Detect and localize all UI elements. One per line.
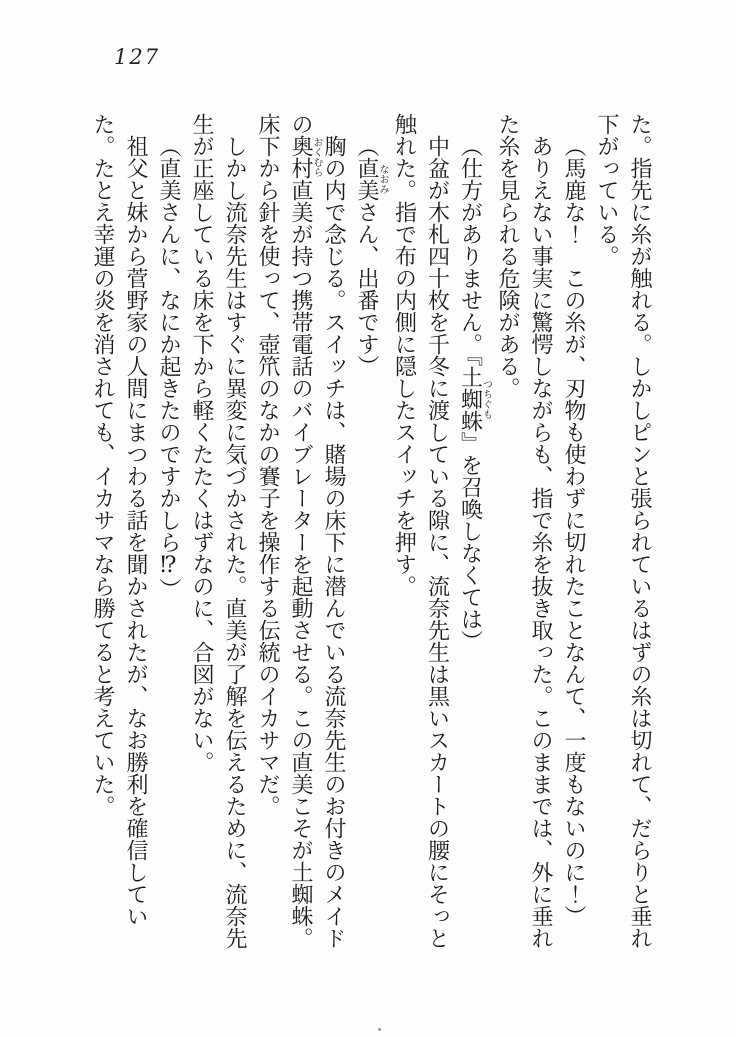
paragraph [388,113,454,951]
paragraph [454,113,492,951]
ruby-annotated-word: 直美なおみ [354,157,388,201]
text-run: （直美さんに、なにか起きたのですかしら⁉） [156,135,181,600]
paragraph [152,113,185,951]
text-run: 』を召喚しなくては） [457,432,483,652]
text-run: 中盆が木札四十枚を千冬に渡している隙に、流奈先生は黒いスカートの腰にそっと触れた。指で布の内側に隠したスイッチを押す。 [391,113,450,949]
paragraph [350,113,388,951]
furigana: つちぐも [480,366,492,432]
page-number: 127 [114,45,161,69]
text-block [86,113,656,951]
paragraph [557,113,590,951]
paragraph [185,113,251,951]
text-run: た。指先に糸が触れる。しかしピンと張られているはずの糸は切れて、だらりと垂れ下がっている。 [594,113,652,949]
text-run: 胸の内で念じる。スイッチは、賭場の床下に潜んでいる流奈先生のお付きのメイドの [288,113,346,949]
paragraph [491,113,557,951]
paragraph [86,113,152,951]
text-run: （仕方がありません。『 [457,135,483,366]
ruby-annotated-word: 土蜘蛛つちぐも [457,366,492,432]
paragraph [590,113,656,951]
text-run: 直美が持つ携帯電話のバイブレーターを起動させる。この直美こそが土蜘蛛。床下から針を使って、壺笊のなかの賽子を操作する伝統のイカサマだ。 [255,113,313,949]
furigana: なおみ [377,157,388,201]
paragraph [251,113,350,951]
ruby-annotated-word: 奥村おくむら [288,135,322,179]
text-run: 祖父と妹から菅野家の人間にまつわる話を聞かされたが、なお勝利を確信していた。たとえ幸運の炎を消されても、イカサマなら勝てると考えていた。 [90,113,148,927]
furigana: おくむら [311,135,322,179]
text-run: （馬鹿な！ この糸が、刃物も使わずに切れたことなんて、一度もないのに！） [561,135,586,927]
text-run: ありえない事実に驚愕しながらも、指で糸を抜き取った。このままでは、外に垂れた糸を見られる危険がある。 [495,113,553,949]
text-run: しかし流奈先生はすぐに異変に気づかされた。直美が了解を伝えるために、流奈先生が正座している床を下から軽くたたくはずなのに、合図がない。 [189,113,247,949]
text-run: （ [354,135,379,157]
ink-speck [378,1028,381,1031]
text-run: さん、出番です） [354,201,379,377]
